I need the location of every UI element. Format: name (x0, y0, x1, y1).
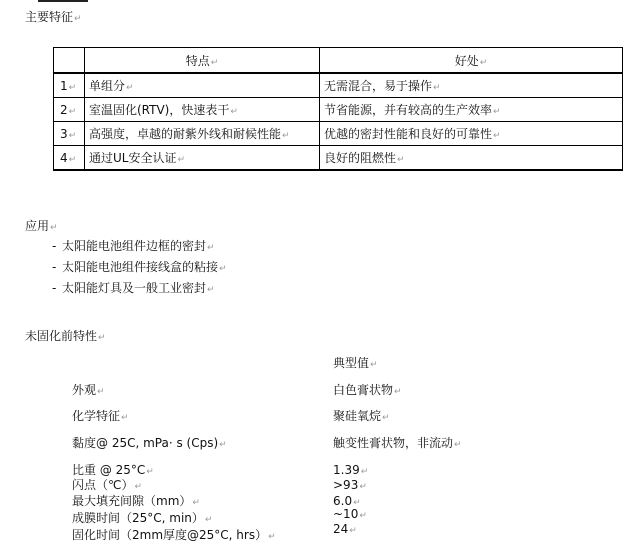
features-table (53, 47, 623, 171)
row-number: 2↵ (54, 98, 85, 122)
row-number: 1↵ (54, 73, 85, 98)
property-value: ~10↵ (333, 507, 367, 521)
property-name: 固化时间（2mm厚度@25°C, hrs）↵ (72, 528, 276, 542)
list-item: - 太阳能灯具及一般工业密封↵ (52, 281, 215, 295)
property-value: 6.0↵ (333, 494, 361, 508)
features-section-title: 主要特征↵ (25, 10, 82, 24)
row-number: 3↵ (54, 122, 85, 146)
table-row (54, 98, 623, 122)
property-value: 触变性膏状物，非流动↵ (333, 436, 462, 450)
feature-cell: 室温固化(RTV)，快速表干↵ (85, 98, 320, 122)
property-value: 白色膏状物↵ (333, 383, 402, 397)
header-cell-number (54, 48, 85, 74)
property-name: 黏度@ 25C, mPa· s (Cps)↵ (72, 436, 227, 450)
property-value: 1.39↵ (333, 463, 369, 477)
table-row (54, 122, 623, 146)
header-cell-feature: 特点↵ (85, 48, 320, 74)
applications-section-title: 应用↵ (25, 219, 58, 233)
top-rule (38, 0, 88, 2)
table-header-row (54, 48, 623, 74)
benefit-cell: 无需混合，易于操作↵ (320, 73, 623, 98)
table-row (54, 146, 623, 171)
property-name: 闪点（℃）↵ (72, 478, 143, 492)
property-value: 24↵ (333, 522, 357, 536)
benefit-cell: 节省能源，并有较高的生产效率↵ (320, 98, 623, 122)
property-name: 化学特征↵ (72, 409, 129, 423)
table-row (54, 73, 623, 98)
list-item: - 太阳能电池组件边框的密封↵ (52, 239, 215, 253)
property-name: 外观↵ (72, 383, 105, 397)
uncured-section-title: 未固化前特性↵ (25, 329, 106, 343)
property-value: 聚硅氧烷↵ (333, 409, 390, 423)
typical-value-header: 典型值↵ (333, 356, 378, 370)
feature-cell: 高强度，卓越的耐紫外线和耐候性能↵ (85, 122, 320, 146)
property-name: 最大填充间隙（mm）↵ (72, 494, 200, 508)
benefit-cell: 优越的密封性能和良好的可靠性↵ (320, 122, 623, 146)
property-name: 成膜时间（25°C, min）↵ (72, 511, 213, 525)
feature-cell: 单组分↵ (85, 73, 320, 98)
property-name: 比重 @ 25°C↵ (72, 463, 154, 477)
row-number: 4↵ (54, 146, 85, 171)
property-value: >93↵ (333, 478, 367, 492)
feature-cell: 通过UL安全认证↵ (85, 146, 320, 171)
benefit-cell: 良好的阻燃性↵ (320, 146, 623, 171)
paragraph-mark-icon: ↵ (74, 14, 82, 24)
header-cell-benefit: 好处↵ (320, 48, 623, 74)
list-item: - 太阳能电池组件接线盒的粘接↵ (52, 260, 227, 274)
applications-list (52, 239, 227, 302)
